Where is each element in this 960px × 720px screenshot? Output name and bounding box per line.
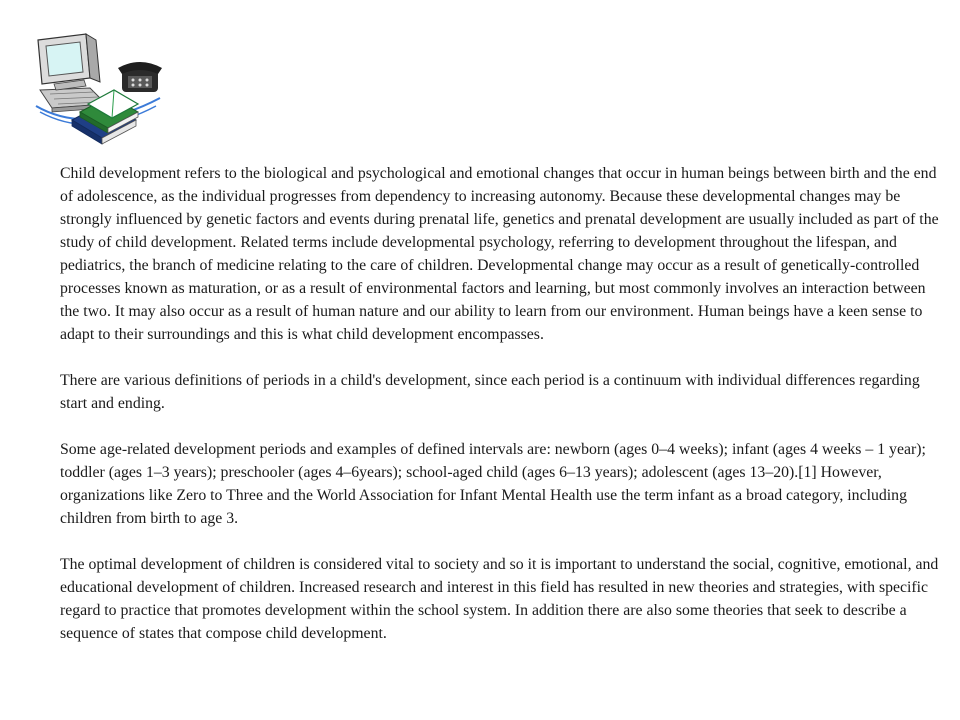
- paragraph-age-intervals: Some age-related development periods and examples of defined intervals are: newborn (ages 0–4 weeks); infant (ages 4 weeks – 1 year); toddler (ages 1–3 years); preschooler (ages 4–6years); school-aged child (ages 6–13 years); adolescent (ages 13–20).[1] However, organizations like Zero to Three and the World Association for Infant Mental Health use the term infant as a broad category, including children from birth to age 3.: [60, 441, 926, 527]
- document-body: [60, 162, 940, 645]
- paragraph-development-periods: There are various definitions of periods in a child's development, since each period is a continuum with individual differences regarding start and ending.: [60, 372, 920, 412]
- paragraph-optimal-development: The optimal development of children is considered vital to society and so it is important to understand the social, cognitive, emotional, and educational development of children. Increased research and interest in this field has resulted in new theories and strategies, with specific regard to practice that promotes development within the school system. In addition there are also some theories that seek to describe a sequence of states that compose child development.: [60, 556, 939, 642]
- computer-phone-books-icon: [28, 28, 168, 146]
- paragraph-child-development-definition: Child development refers to the biological and psychological and emotional changes that occur in human beings between birth and the end of adolescence, as the individual progresses from dependency to increasing autonomy. Because these developmental changes may be strongly influenced by genetic factors and events during prenatal life, genetics and prenatal development are usually included as part of the study of child development. Related terms include developmental psychology, referring to development throughout the lifespan, and pediatrics, the branch of medicine relating to the care of children. Developmental change may occur as a result of genetically-controlled processes known as maturation, or as a result of environmental factors and learning, but most commonly involves an interaction between the two. It may also occur as a result of human nature and our ability to learn from our environment. Human beings have a keen sense to adapt to their surroundings and this is what child development encompasses.: [60, 165, 939, 343]
